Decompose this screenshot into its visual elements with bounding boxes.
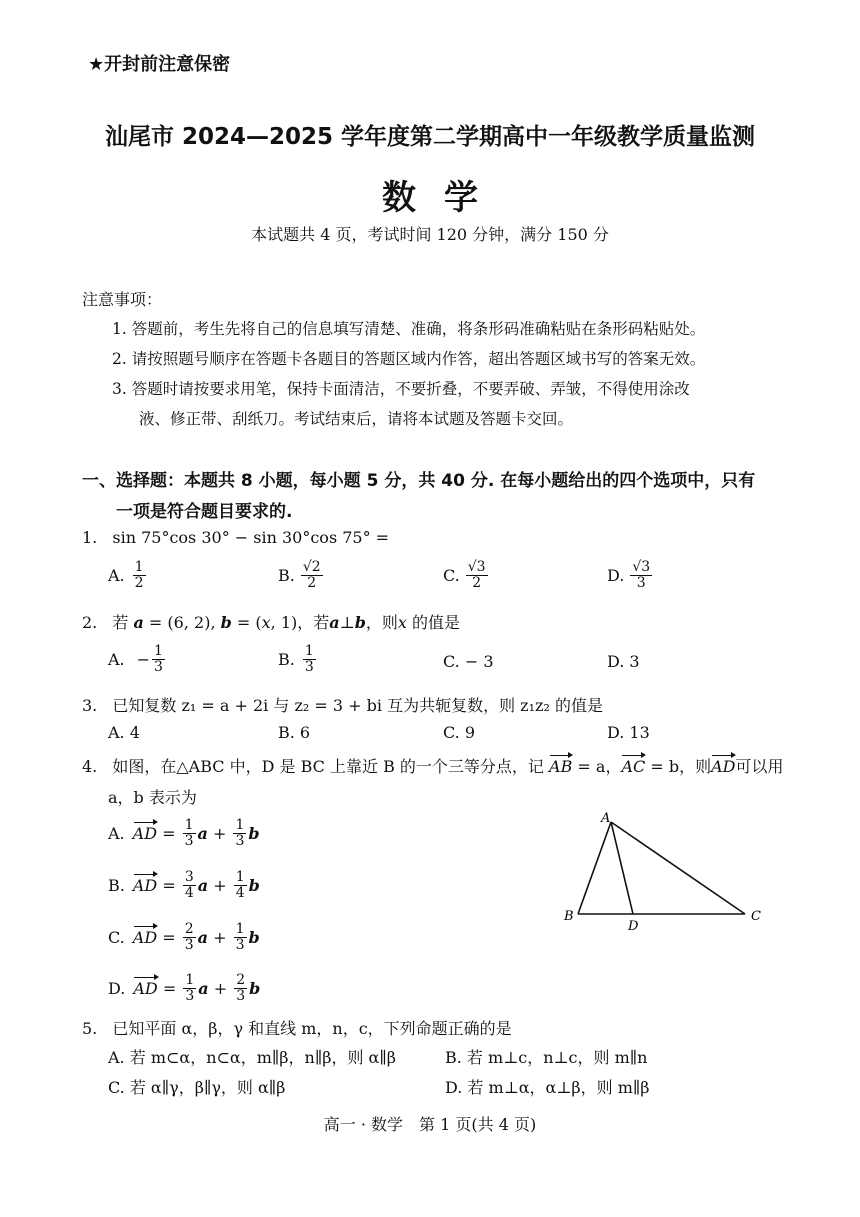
- q4-option-b: B. AD = $\frac{3}{4}$ a + $\frac{1}{4}$ b: [108, 869, 260, 901]
- notice-item-3-cont: 液、修正带、刮纸刀。考试结束后，请将本试题及答题卡交回。: [139, 410, 574, 428]
- question-stem: sin 75°cos 30° − sin 30°cos 75° =: [112, 528, 390, 547]
- q1-option-c: C. $\frac{√3}{2}$: [443, 559, 486, 591]
- question-number: 1.: [82, 528, 98, 547]
- section-title-cont: 一项是符合题目要求的.: [116, 502, 293, 522]
- side-ab: [578, 822, 611, 914]
- q1-option-d: D. $\frac{√3}{3}$: [607, 559, 651, 591]
- q5-option-d: D. 若 m⊥α，α⊥β，则 m∥β: [445, 1078, 650, 1097]
- exam-title: 汕尾市 2024—2025 学年度第二学期高中一年级教学质量监测: [104, 124, 756, 150]
- q4-option-d: D. AD = $\frac{1}{3}$ a + $\frac{2}{3}$ b: [108, 972, 261, 1004]
- q3-option-a: A. 4: [108, 723, 140, 742]
- question-4-cont: a，b 表示为: [108, 788, 197, 807]
- section-title: 一、选择题：本题共 8 小题，每小题 5 分，共 40 分. 在每小题给出的四个选项中，只有: [82, 471, 756, 491]
- q4-option-c: C. AD = $\frac{2}{3}$ a + $\frac{1}{3}$ b: [108, 921, 260, 953]
- q2-option-c: C. − 3: [443, 652, 494, 671]
- q1-option-a: A. $\frac{1}{2}$: [108, 559, 144, 591]
- question-5: 5. 已知平面 α，β，γ 和直线 m，n，c，下列命题正确的是: [82, 1019, 512, 1038]
- q3-option-d: D. 13: [607, 723, 650, 742]
- q5-option-b: B. 若 m⊥c，n⊥c，则 m∥n: [445, 1048, 648, 1067]
- question-2: 2. 若 a = (6, 2), b = (x, 1)，若a⊥b，则x 的值是: [82, 613, 461, 632]
- question-1: [82, 528, 389, 547]
- notice-title: 注意事项：: [82, 290, 163, 309]
- subject-title: 数学: [382, 178, 506, 218]
- q1-option-b: B. $\frac{√2}{2}$: [278, 559, 321, 591]
- q2-option-a: A. − $\frac{1}{3}$: [108, 643, 163, 675]
- q5-option-c: C. 若 α∥γ，β∥γ，则 α∥β: [108, 1078, 286, 1097]
- vertex-a-label: A: [601, 811, 611, 826]
- q3-option-b: B. 6: [278, 723, 311, 742]
- confidential-notice: ★开封前注意保密: [88, 54, 231, 75]
- notice-item-3: 3. 答题时请按要求用笔，保持卡面清洁，不要折叠，不要弄破、弄皱，不得使用涂改: [112, 380, 690, 398]
- q3-option-c: C. 9: [443, 723, 476, 742]
- triangle-figure: [555, 808, 775, 938]
- q2-option-b: B. $\frac{1}{3}$: [278, 643, 314, 675]
- notice-item-1: 1. 答题前，考生先将自己的信息填写清楚、准确，将条形码准确粘贴在条形码粘贴处。: [112, 320, 706, 338]
- point-d-label: D: [628, 919, 639, 934]
- q2-option-d: D. 3: [607, 652, 640, 671]
- vertex-b-label: B: [564, 909, 574, 924]
- q5-option-a: A. 若 m⊂α，n⊂α，m∥β，n∥β，则 α∥β: [108, 1048, 397, 1067]
- notice-item-2: 2. 请按照题号顺序在答题卡各题目的答题区域内作答，超出答题区域书写的答案无效。: [112, 350, 706, 368]
- question-4: 4. 如图，在△ABC 中，D 是 BC 上靠近 B 的一个三等分点，记 AB = a，AC = b，则AD可以用: [82, 757, 784, 776]
- vertex-c-label: C: [751, 909, 761, 924]
- q4-option-a: A. AD = $\frac{1}{3}$ a + $\frac{1}{3}$ b: [108, 817, 260, 849]
- page-footer: 高一 · 数学 第 1 页(共 4 页): [323, 1115, 537, 1134]
- question-3: 3. 已知复数 z₁ = a + 2i 与 z₂ = 3 + bi 互为共轭复数，则 z₁z₂ 的值是: [82, 696, 603, 715]
- side-ac: [611, 822, 745, 914]
- exam-info: 本试题共 4 页，考试时间 120 分钟，满分 150 分: [251, 225, 609, 244]
